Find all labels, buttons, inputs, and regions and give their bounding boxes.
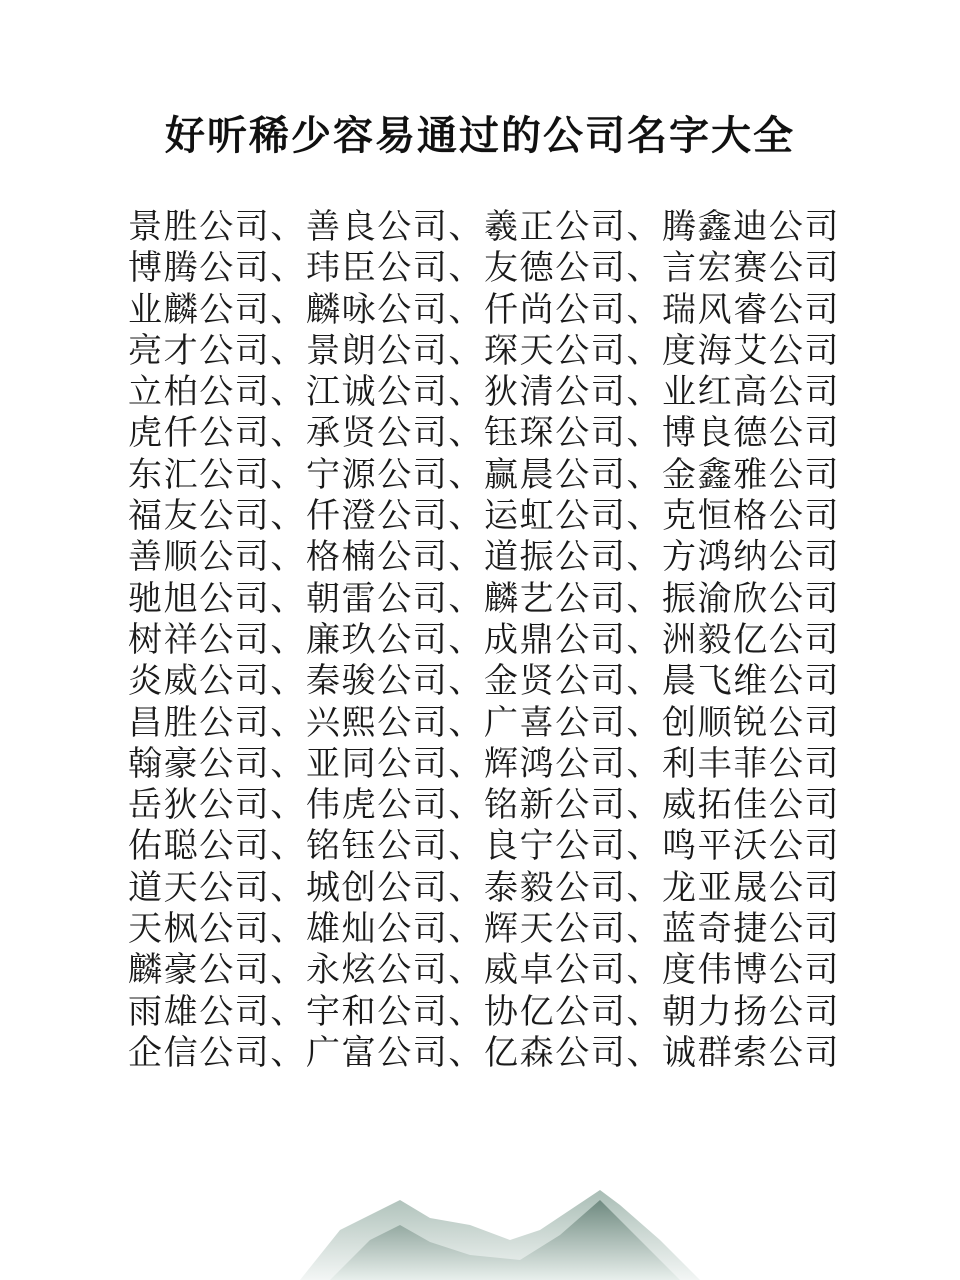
separator: 、 [270,330,307,371]
separator: 、 [626,1032,663,1073]
company-name: 钰琛公司 [484,413,627,454]
name-row [128,992,888,1033]
company-name: 赢晨公司 [484,454,627,495]
company-name: 铭钰公司 [306,826,449,867]
company-name: 麟咏公司 [306,289,449,330]
company-name: 驰旭公司 [128,578,271,619]
company-name: 麟艺公司 [484,578,627,619]
company-name: 瑞风睿公司 [662,289,841,330]
company-name: 狄清公司 [484,372,627,413]
ink-mountains-illustration [0,1170,960,1280]
separator: 、 [448,619,485,660]
separator: 、 [626,372,663,413]
separator: 、 [270,454,307,495]
separator: 、 [270,248,307,289]
separator: 、 [448,537,485,578]
company-name: 宁源公司 [306,454,449,495]
separator: 、 [626,289,663,330]
company-name-list [128,207,888,1074]
company-name: 振渝欣公司 [662,578,841,619]
separator: 、 [626,413,663,454]
name-row [128,331,888,372]
separator: 、 [270,578,307,619]
company-name: 友德公司 [484,248,627,289]
separator: 、 [626,207,663,247]
separator: 、 [270,207,307,247]
separator: 、 [270,743,307,784]
company-name: 岳狄公司 [128,785,271,826]
company-name: 虎仟公司 [128,413,271,454]
company-name: 协亿公司 [484,991,627,1032]
company-name: 麟豪公司 [128,950,271,991]
company-name: 金贤公司 [484,661,627,702]
company-name: 度海艾公司 [662,330,841,371]
name-row [128,826,888,867]
separator: 、 [270,991,307,1032]
name-row [128,207,888,248]
company-name: 雨雄公司 [128,991,271,1032]
separator: 、 [626,867,663,908]
company-name: 玮臣公司 [306,248,449,289]
separator: 、 [448,661,485,702]
company-name: 朝力扬公司 [662,991,841,1032]
company-name: 企信公司 [128,1032,271,1073]
company-name: 威卓公司 [484,950,627,991]
name-row [128,620,888,661]
separator: 、 [448,372,485,413]
separator: 、 [626,785,663,826]
separator: 、 [448,289,485,330]
company-name: 博良德公司 [662,413,841,454]
separator: 、 [626,909,663,950]
name-row [128,579,888,620]
separator: 、 [448,702,485,743]
separator: 、 [270,413,307,454]
company-name: 仟尚公司 [484,289,627,330]
company-name: 善良公司 [306,207,449,247]
company-name: 博腾公司 [128,248,271,289]
separator: 、 [448,578,485,619]
name-row [128,1033,888,1074]
company-name: 宇和公司 [306,991,449,1032]
separator: 、 [270,619,307,660]
separator: 、 [270,496,307,537]
name-row [128,372,888,413]
name-row [128,744,888,785]
separator: 、 [270,909,307,950]
page-title: 好听稀少容易通过的公司名字大全 [165,112,795,159]
company-name: 翰豪公司 [128,743,271,784]
separator: 、 [448,413,485,454]
name-row [128,290,888,331]
separator: 、 [626,702,663,743]
company-name: 廉玖公司 [306,619,449,660]
company-name: 亿森公司 [484,1032,627,1073]
company-name: 仟澄公司 [306,496,449,537]
company-name: 铭新公司 [484,785,627,826]
separator: 、 [626,826,663,867]
separator: 、 [448,785,485,826]
name-row [128,661,888,702]
company-name: 创顺锐公司 [662,702,841,743]
separator: 、 [270,702,307,743]
separator: 、 [448,826,485,867]
name-row [128,785,888,826]
company-name: 利丰菲公司 [662,743,841,784]
company-name: 辉鸿公司 [484,743,627,784]
company-name: 亚同公司 [306,743,449,784]
separator: 、 [626,248,663,289]
company-name: 天枫公司 [128,909,271,950]
company-name: 立柏公司 [128,372,271,413]
company-name: 广喜公司 [484,702,627,743]
company-name: 成鼎公司 [484,619,627,660]
name-row [128,496,888,537]
company-name: 运虹公司 [484,496,627,537]
company-name: 格楠公司 [306,537,449,578]
company-name: 克恒格公司 [662,496,841,537]
company-name: 善顺公司 [128,537,271,578]
separator: 、 [448,743,485,784]
separator: 、 [270,537,307,578]
separator: 、 [448,454,485,495]
separator: 、 [626,661,663,702]
company-name: 泰毅公司 [484,867,627,908]
separator: 、 [270,1032,307,1073]
company-name: 秦骏公司 [306,661,449,702]
separator: 、 [626,496,663,537]
name-row [128,868,888,909]
company-name: 业红高公司 [662,372,841,413]
company-name: 佑聪公司 [128,826,271,867]
company-name: 道振公司 [484,537,627,578]
company-name: 洲毅亿公司 [662,619,841,660]
separator: 、 [448,496,485,537]
separator: 、 [270,826,307,867]
separator: 、 [448,330,485,371]
separator: 、 [448,1032,485,1073]
company-name: 龙亚晟公司 [662,867,841,908]
company-name: 景朗公司 [306,330,449,371]
company-name: 城创公司 [306,867,449,908]
company-name: 江诚公司 [306,372,449,413]
separator: 、 [448,248,485,289]
name-row [128,455,888,496]
separator: 、 [448,909,485,950]
separator: 、 [270,950,307,991]
separator: 、 [626,619,663,660]
separator: 、 [626,578,663,619]
company-name: 伟虎公司 [306,785,449,826]
name-row [128,413,888,454]
company-name: 诚群索公司 [662,1032,841,1073]
company-name: 琛天公司 [484,330,627,371]
company-name: 言宏赛公司 [662,248,841,289]
company-name: 朝雷公司 [306,578,449,619]
separator: 、 [270,867,307,908]
name-row [128,950,888,991]
separator: 、 [270,372,307,413]
name-row [128,248,888,289]
separator: 、 [626,950,663,991]
separator: 、 [626,330,663,371]
separator: 、 [626,454,663,495]
company-name: 鸣平沃公司 [662,826,841,867]
company-name: 福友公司 [128,496,271,537]
company-name: 景胜公司 [128,207,271,247]
name-row [128,703,888,744]
separator: 、 [448,867,485,908]
separator: 、 [448,991,485,1032]
company-name: 度伟博公司 [662,950,841,991]
company-name: 良宁公司 [484,826,627,867]
separator: 、 [626,537,663,578]
company-name: 道天公司 [128,867,271,908]
separator: 、 [626,743,663,784]
company-name: 承贤公司 [306,413,449,454]
separator: 、 [448,207,485,247]
company-name: 炎威公司 [128,661,271,702]
company-name: 东汇公司 [128,454,271,495]
company-name: 业麟公司 [128,289,271,330]
company-name: 广富公司 [306,1032,449,1073]
company-name: 辉天公司 [484,909,627,950]
separator: 、 [270,661,307,702]
company-name: 蓝奇捷公司 [662,909,841,950]
name-row [128,537,888,578]
company-name: 羲正公司 [484,207,627,247]
company-name: 金鑫雅公司 [662,454,841,495]
separator: 、 [270,289,307,330]
company-name: 方鸿纳公司 [662,537,841,578]
company-name: 昌胜公司 [128,702,271,743]
company-name: 威拓佳公司 [662,785,841,826]
company-name: 永炫公司 [306,950,449,991]
name-row [128,909,888,950]
separator: 、 [448,950,485,991]
separator: 、 [626,991,663,1032]
company-name: 兴熙公司 [306,702,449,743]
company-name: 腾鑫迪公司 [662,207,841,247]
company-name: 树祥公司 [128,619,271,660]
company-name: 晨飞维公司 [662,661,841,702]
separator: 、 [270,785,307,826]
company-name: 亮才公司 [128,330,271,371]
company-name: 雄灿公司 [306,909,449,950]
